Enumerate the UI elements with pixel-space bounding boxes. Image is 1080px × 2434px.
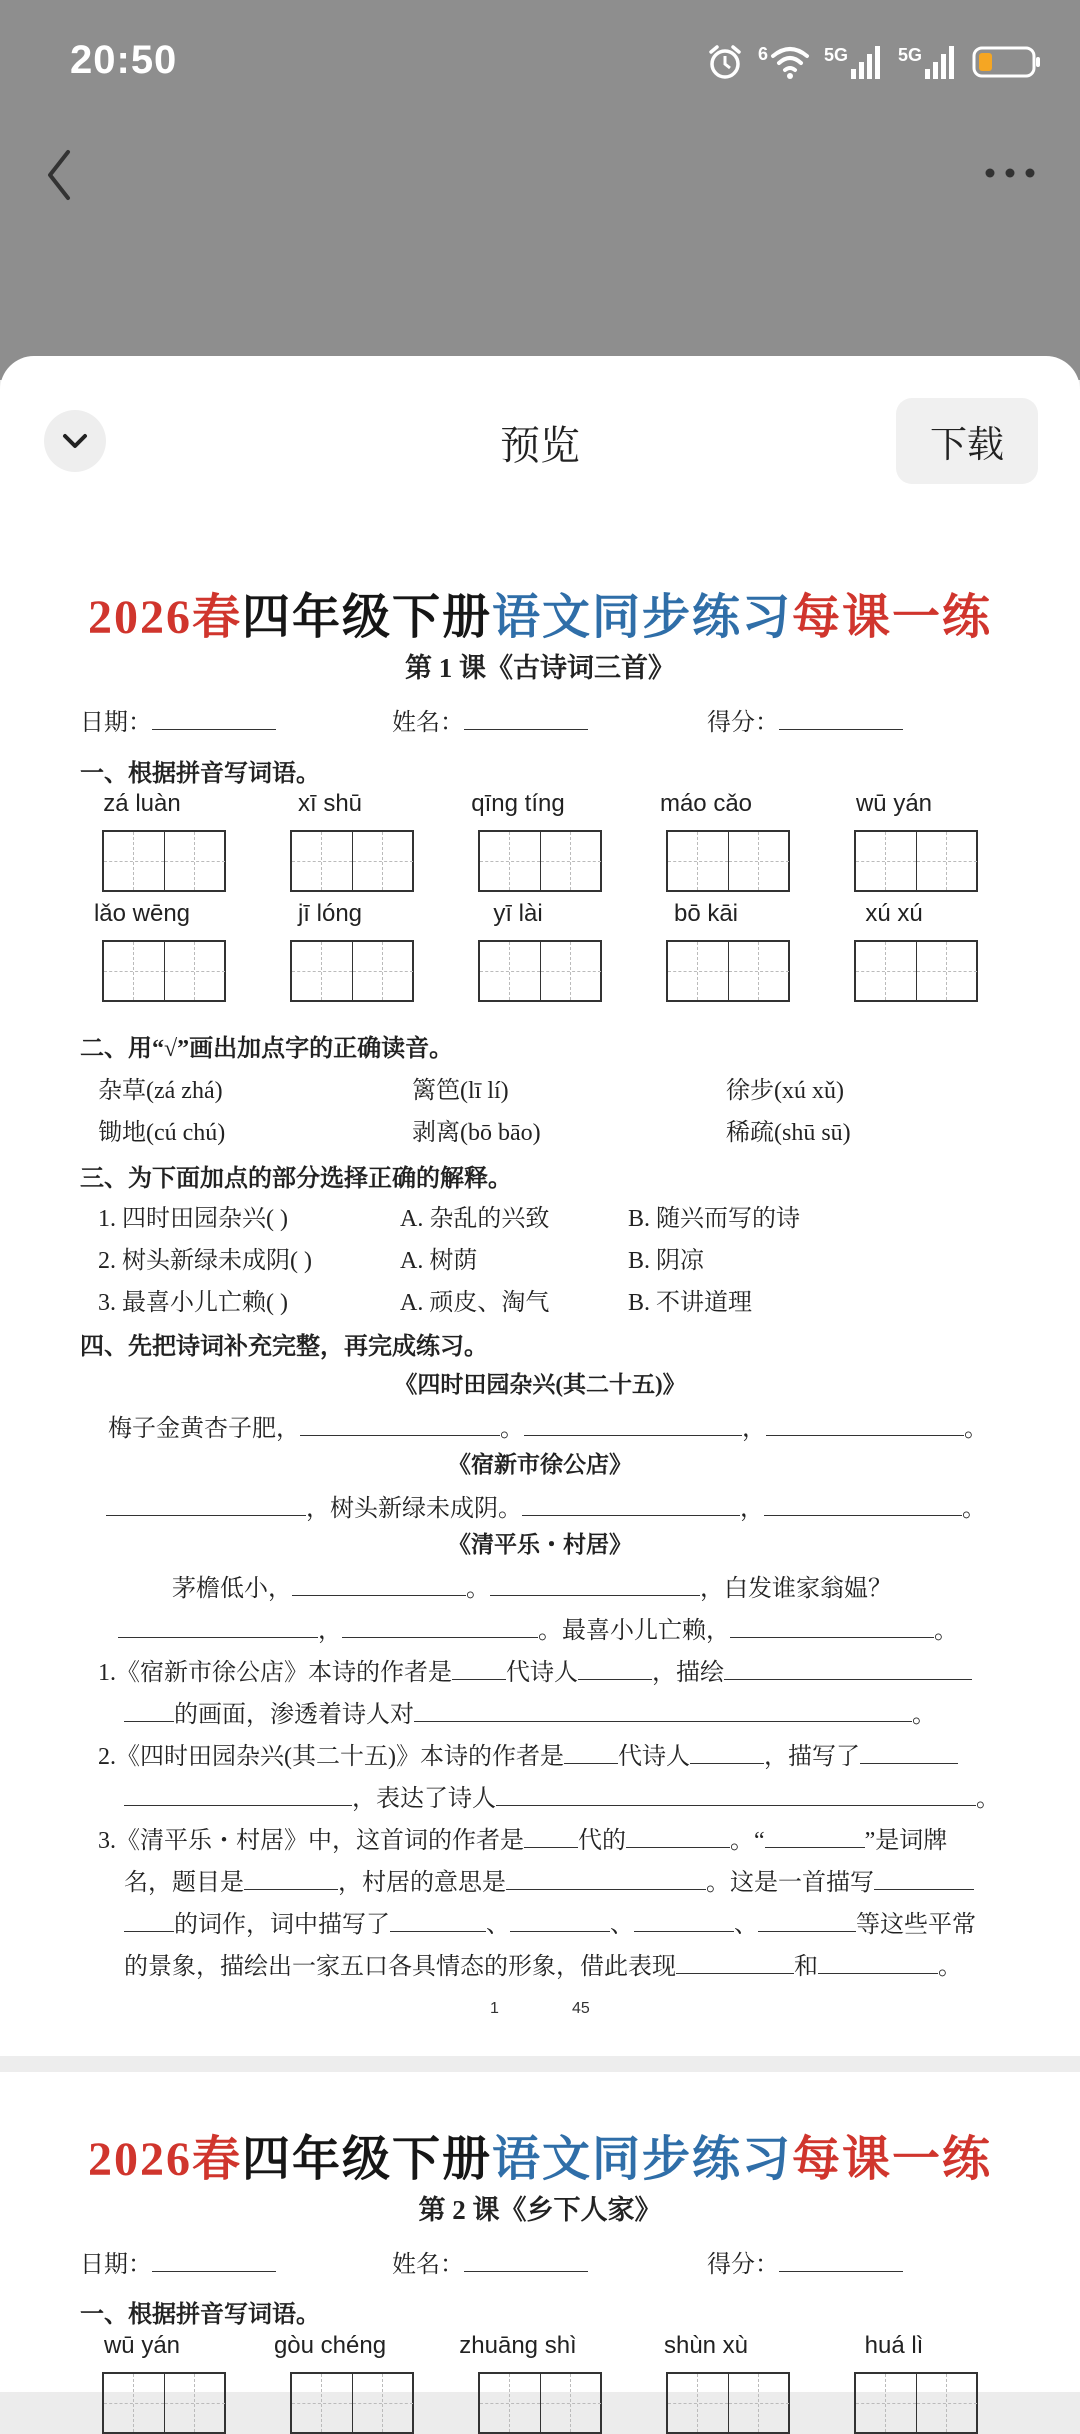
signal-1-label: 5G [823, 45, 848, 65]
download-button[interactable]: 下载 [896, 398, 1038, 484]
poem-title: 《清平乐・村居》 [448, 1532, 632, 1557]
reading-choice: 篱笆(lī lí) [412, 1078, 509, 1104]
question-item: 3. 最喜小儿亡赖( ) [98, 1290, 288, 1316]
wifi-badge: 6 [757, 44, 768, 64]
reading-choice: 稀疏(shū sū) [726, 1120, 851, 1146]
poem-line: ，树头新绿未成阴。 ， 。 [106, 1488, 986, 1523]
pinyin-label: qīng tíng [471, 790, 565, 817]
reading-choice: 锄地(cú chú) [98, 1120, 226, 1146]
page-total: 45 [572, 2000, 590, 2017]
score-field: 得分： [707, 2244, 903, 2279]
poem-title: 《四时田园杂兴(其二十五)》 [394, 1372, 686, 1397]
writing-grid [290, 940, 414, 1002]
exercise-question-2-cont: ，表达了诗人 。 [124, 1778, 1000, 1813]
title-part-grade: 四年级下册 [241, 591, 492, 644]
writing-grid [478, 2372, 602, 2434]
preview-sheet [0, 356, 1080, 2382]
section-3-heading: 三、为下面加点的部分选择正确的解释。 [80, 1166, 512, 1192]
name-field: 姓名： [392, 702, 588, 737]
writing-grid [854, 830, 978, 892]
status-time: 20:50 [70, 38, 178, 82]
exercise-question-2: 2.《四时田园杂兴(其二十五)》本诗的作者是 代诗人 ，描写了 [98, 1736, 958, 1771]
writing-grid [854, 2372, 978, 2434]
writing-grid [290, 830, 414, 892]
writing-grid [854, 940, 978, 1002]
pinyin-label: xī shū [297, 790, 363, 817]
sheet-title: 预览 [500, 424, 580, 468]
title-part-year: 2026春 [87, 591, 242, 644]
title-part-series: 每课一练 [792, 591, 993, 644]
title-part-subject: 语文同步练习 [492, 591, 793, 644]
signal-bars-icon [924, 45, 958, 79]
more-options-icon[interactable] [980, 158, 1040, 188]
writing-grid [478, 940, 602, 1002]
writing-grid [102, 2372, 226, 2434]
writing-grid [290, 2372, 414, 2434]
signal-2 [898, 45, 958, 79]
pinyin-label: huá lì [864, 2332, 924, 2359]
exercise-question-1: 1.《宿新市徐公店》本诗的作者是 代诗人 ，描绘 [98, 1652, 972, 1687]
option-b: B. 随兴而写的诗 [628, 1206, 801, 1232]
title-part-subject: 语文同步练习 [492, 2133, 793, 2186]
sheet-header [0, 356, 1080, 526]
document-page-1 [0, 526, 1080, 2056]
pinyin-label: zhuāng shì [459, 2332, 577, 2359]
title-part-year: 2026春 [87, 2133, 242, 2186]
wifi-indicator [758, 44, 810, 80]
lesson-title: 第 2 课《乡下人家》 [418, 2195, 662, 2225]
page-number: 1 [490, 2000, 499, 2017]
pinyin-label: bō kāi [673, 900, 739, 927]
question-item: 2. 树头新绿未成阴( ) [98, 1248, 312, 1274]
section-2-heading: 二、用“√”画出加点字的正确读音。 [80, 1036, 454, 1062]
pinyin-label: zá luàn [103, 790, 181, 817]
writing-grid [666, 830, 790, 892]
pinyin-label: gòu chéng [273, 2332, 387, 2359]
title-part-series: 每课一练 [792, 2133, 993, 2186]
document-page-2 [0, 2072, 1080, 2392]
question-item: 1. 四时田园杂兴( ) [98, 1206, 288, 1232]
name-field: 姓名： [392, 2244, 588, 2279]
pinyin-label: xú xú [865, 900, 923, 927]
poem-line: ， 。最喜小儿亡赖， 。 [118, 1610, 958, 1645]
page-title [0, 578, 1080, 647]
option-b: B. 不讲道理 [628, 1290, 753, 1316]
reading-choice: 剥离(bō bāo) [412, 1120, 541, 1146]
title-part-grade: 四年级下册 [241, 2133, 492, 2186]
battery-icon [972, 45, 1042, 79]
option-b: B. 阴凉 [628, 1248, 705, 1274]
writing-grid [666, 2372, 790, 2434]
exercise-question-3-cont: 名，题目是 ，村居的意思是 。这是一首描写 [124, 1862, 974, 1897]
writing-grid [102, 830, 226, 892]
option-a: A. 顽皮、淘气 [400, 1290, 550, 1316]
pinyin-label: máo cǎo [659, 790, 753, 817]
writing-grid [666, 940, 790, 1002]
alarm-icon [706, 43, 744, 81]
exercise-question-3-cont: 的词作，词中描写了 、 、 、 等这些平常 [124, 1904, 976, 1939]
exercise-question-1-cont: 的画面，渗透着诗人对 。 [124, 1694, 936, 1729]
wifi-icon [770, 44, 810, 80]
back-icon[interactable] [30, 140, 90, 210]
page-title [0, 2120, 1080, 2189]
section-4-heading: 四、先把诗词补充完整，再完成练习。 [80, 1334, 488, 1360]
signal-2-label: 5G [897, 45, 922, 65]
writing-grid [478, 830, 602, 892]
status-icons [706, 38, 1042, 86]
date-field: 日期： [80, 702, 276, 737]
signal-bars-icon [850, 45, 884, 79]
option-a: A. 树荫 [400, 1248, 478, 1274]
reading-choice: 杂草(zá zhá) [98, 1078, 223, 1104]
reading-choice: 徐步(xú xǔ) [726, 1078, 844, 1104]
pinyin-label: wū yán [103, 2332, 181, 2359]
pinyin-label: jī lóng [297, 900, 363, 927]
poem-title: 《宿新市徐公店》 [448, 1452, 632, 1477]
pinyin-label: wū yán [855, 790, 933, 817]
score-field: 得分： [707, 702, 903, 737]
exercise-question-3-cont: 的景象，描绘出一家五口各具情态的形象，借此表现 和 。 [124, 1946, 962, 1981]
date-field: 日期： [80, 2244, 276, 2279]
poem-line: 茅檐低小， 。 ，白发谁家翁媪？ [172, 1568, 892, 1603]
writing-grid [102, 940, 226, 1002]
option-a: A. 杂乱的兴致 [400, 1206, 550, 1232]
section-1-heading: 一、根据拼音写词语。 [80, 761, 320, 787]
pinyin-label: yī lài [493, 900, 543, 927]
signal-1 [824, 45, 884, 79]
document-viewer[interactable] [0, 526, 1080, 2382]
lesson-title: 第 1 课《古诗词三首》 [405, 653, 675, 683]
pinyin-label: lǎo wēng [93, 900, 191, 927]
poem-line: 梅子金黄杏子肥， 。 ， 。 [108, 1408, 988, 1443]
section-1-heading: 一、根据拼音写词语。 [80, 2302, 320, 2328]
exercise-question-3: 3.《清平乐・村居》中，这首词的作者是 代的 。“ ”是词牌 [98, 1820, 947, 1855]
pinyin-label: shùn xù [663, 2332, 749, 2359]
